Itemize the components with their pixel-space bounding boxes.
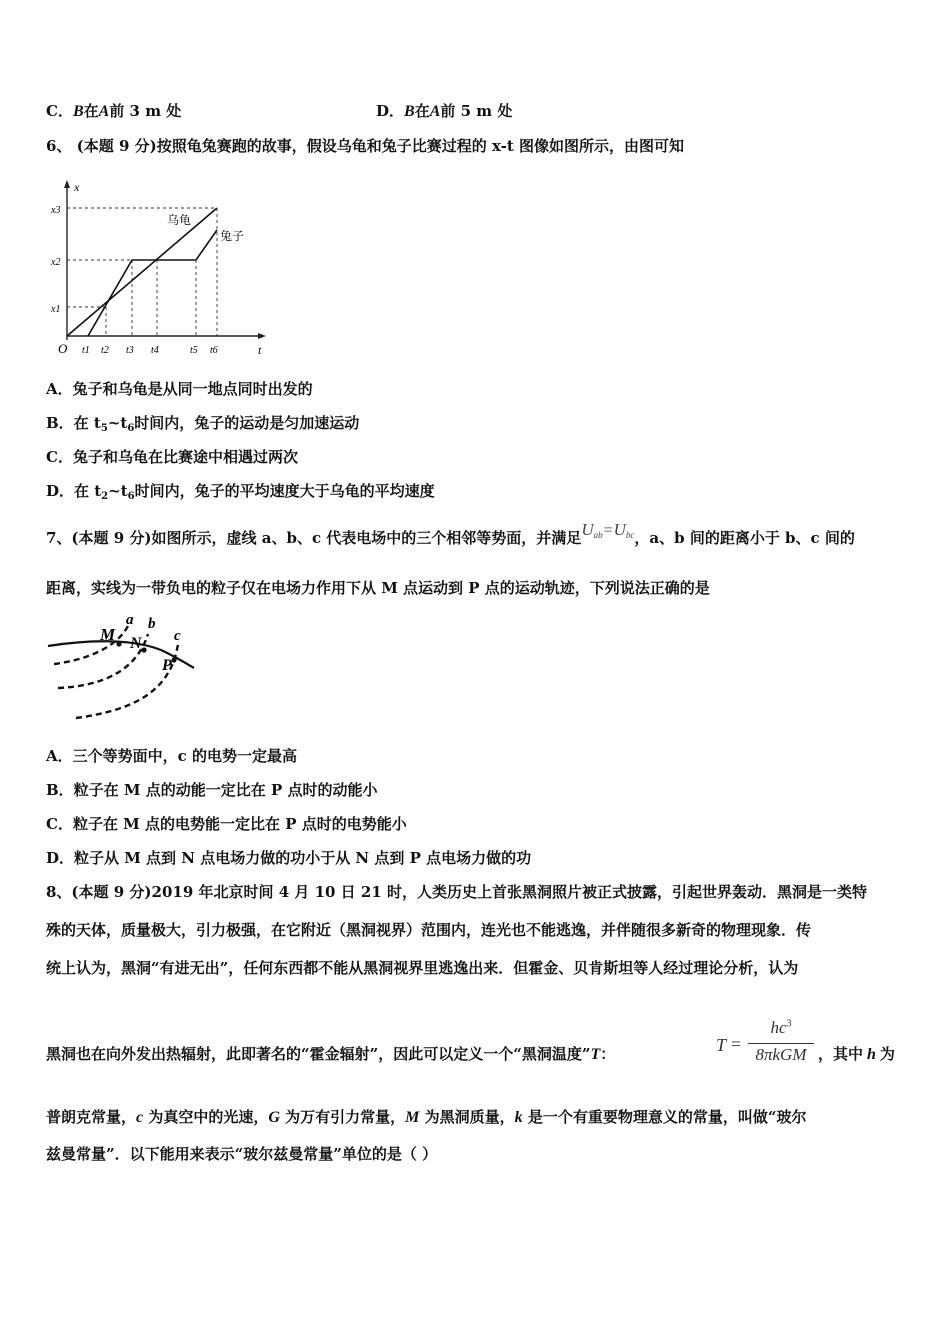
origin-label: O xyxy=(58,341,68,356)
q7-option-b: B．粒子在 M 点的动能一定比在 P 点时的动能小 xyxy=(46,781,378,799)
q7-option-c: C．粒子在 M 点的电势能一定比在 P 点时的电势能小 xyxy=(46,815,407,833)
q8-line2: 殊的天体，质量极大，引力极强，在它附近（黑洞视界）范围内，连光也不能逃逸，并伴随很多新奇的物理现象．传 xyxy=(46,921,812,939)
point-p xyxy=(171,657,176,662)
label-b: b xyxy=(148,616,156,632)
rabbit-line xyxy=(88,230,217,336)
y-tick-x2: x2 xyxy=(51,257,61,268)
q8-line1: 8、(本题 9 分)2019 年北京时间 4 月 10 日 21 时，人类历史上首张黑洞照片被正式披露，引起世界轰动．黑洞是一类特 xyxy=(46,883,868,901)
q8-line6: 兹曼常量”．以下能用来表示“玻尔兹曼常量”单位的是（ ） xyxy=(46,1145,438,1163)
x-axis-arrow xyxy=(64,180,70,188)
q7-stem-line2: 距离，实线为一带负电的粒子仅在电场力作用下从 M 点运动到 P 点的运动轨迹，下列说法正确的是 xyxy=(46,579,710,597)
fraction-bar xyxy=(748,1043,814,1044)
q5-option-c: C．B在A前 3 m 处 xyxy=(46,102,182,120)
q7-equipotential-figure xyxy=(46,610,206,725)
point-n xyxy=(141,647,146,652)
t-tick-t4: t4 xyxy=(151,345,159,356)
q7-option-a: A．三个等势面中，c 的电势一定最高 xyxy=(46,747,297,765)
q8-line5: 普朗克常量，c 为真空中的光速，G 为万有引力常量，M 为黑洞质量，k 是一个有重要物理意义的常量，叫做“玻尔 xyxy=(46,1108,807,1126)
q6-option-a: A．兔子和乌龟是从同一地点同时出发的 xyxy=(46,380,313,398)
label-c: c xyxy=(174,628,181,644)
t-tick-t2: t2 xyxy=(101,345,109,356)
q6-option-b: B．在 $t_5\sim t_6$时间内，兔子的运动是匀加速运动 xyxy=(46,414,360,434)
y-tick-x1: x1 xyxy=(51,304,61,315)
t-axis-arrow xyxy=(258,333,266,339)
q6-stem: 6、 (本题 9 分)按照龟兔赛跑的故事，假设乌龟和兔子比赛过程的 x-t 图像如图所示，由图可知 xyxy=(46,137,685,155)
tortoise-label: 乌龟 xyxy=(167,213,192,227)
q8-line4: 黑洞也在向外发出热辐射，此即著名的“霍金辐射”，因此可以定义一个“黑洞温度”T： xyxy=(46,1045,616,1063)
rabbit-label: 兔子 xyxy=(220,229,245,243)
q6-option-d: D．在 $t_2\sim t_6$时间内，兔子的平均速度大于乌龟的平均速度 xyxy=(46,482,435,502)
point-m xyxy=(116,641,121,646)
q7-option-d: D．粒子从 M 点到 N 点电场力做的功小于从 N 点到 P 点电场力做的功 xyxy=(46,849,532,867)
label-m: M xyxy=(100,625,116,644)
q5-option-d: D．B在A前 5 m 处 xyxy=(376,102,513,120)
t-tick-t5: t5 xyxy=(190,345,198,356)
tortoise-line xyxy=(67,208,217,336)
q6-xt-graph xyxy=(46,172,286,362)
label-n: N xyxy=(130,635,142,652)
t-tick-t3: t3 xyxy=(126,345,134,356)
t-tick-t6: t6 xyxy=(210,345,218,356)
t-tick-t1: t1 xyxy=(82,345,90,356)
hawking-temperature-formula: T = $hc^3$ 8πkGM xyxy=(716,1018,816,1070)
x-axis-label: x xyxy=(74,180,80,194)
label-p: P xyxy=(162,657,172,674)
equipotential-c xyxy=(76,644,178,718)
q8-line3: 统上认为，黑洞“有进无出”，任何东西都不能从黑洞视界里逃逸出来．但霍金、贝肯斯坦等人经过理论分析，认为 xyxy=(46,959,799,977)
q7-stem-line1: 7、(本题 9 分)如图所示，虚线 a、b、c 代表电场中的三个相邻等势面，并满足$U_{ab}=U_{bc}$，a、b 间的距离小于 b、c 间的 xyxy=(46,520,855,547)
label-a: a xyxy=(126,612,134,628)
t-axis-label: t xyxy=(258,343,262,357)
y-tick-x3: x3 xyxy=(51,205,61,216)
q6-option-c: C．兔子和乌龟在比赛途中相遇过两次 xyxy=(46,448,298,466)
potential-formula: $U_{ab}=U_{bc}$ xyxy=(581,520,635,540)
q8-line4-tail: ，其中 h 为 xyxy=(818,1045,895,1063)
